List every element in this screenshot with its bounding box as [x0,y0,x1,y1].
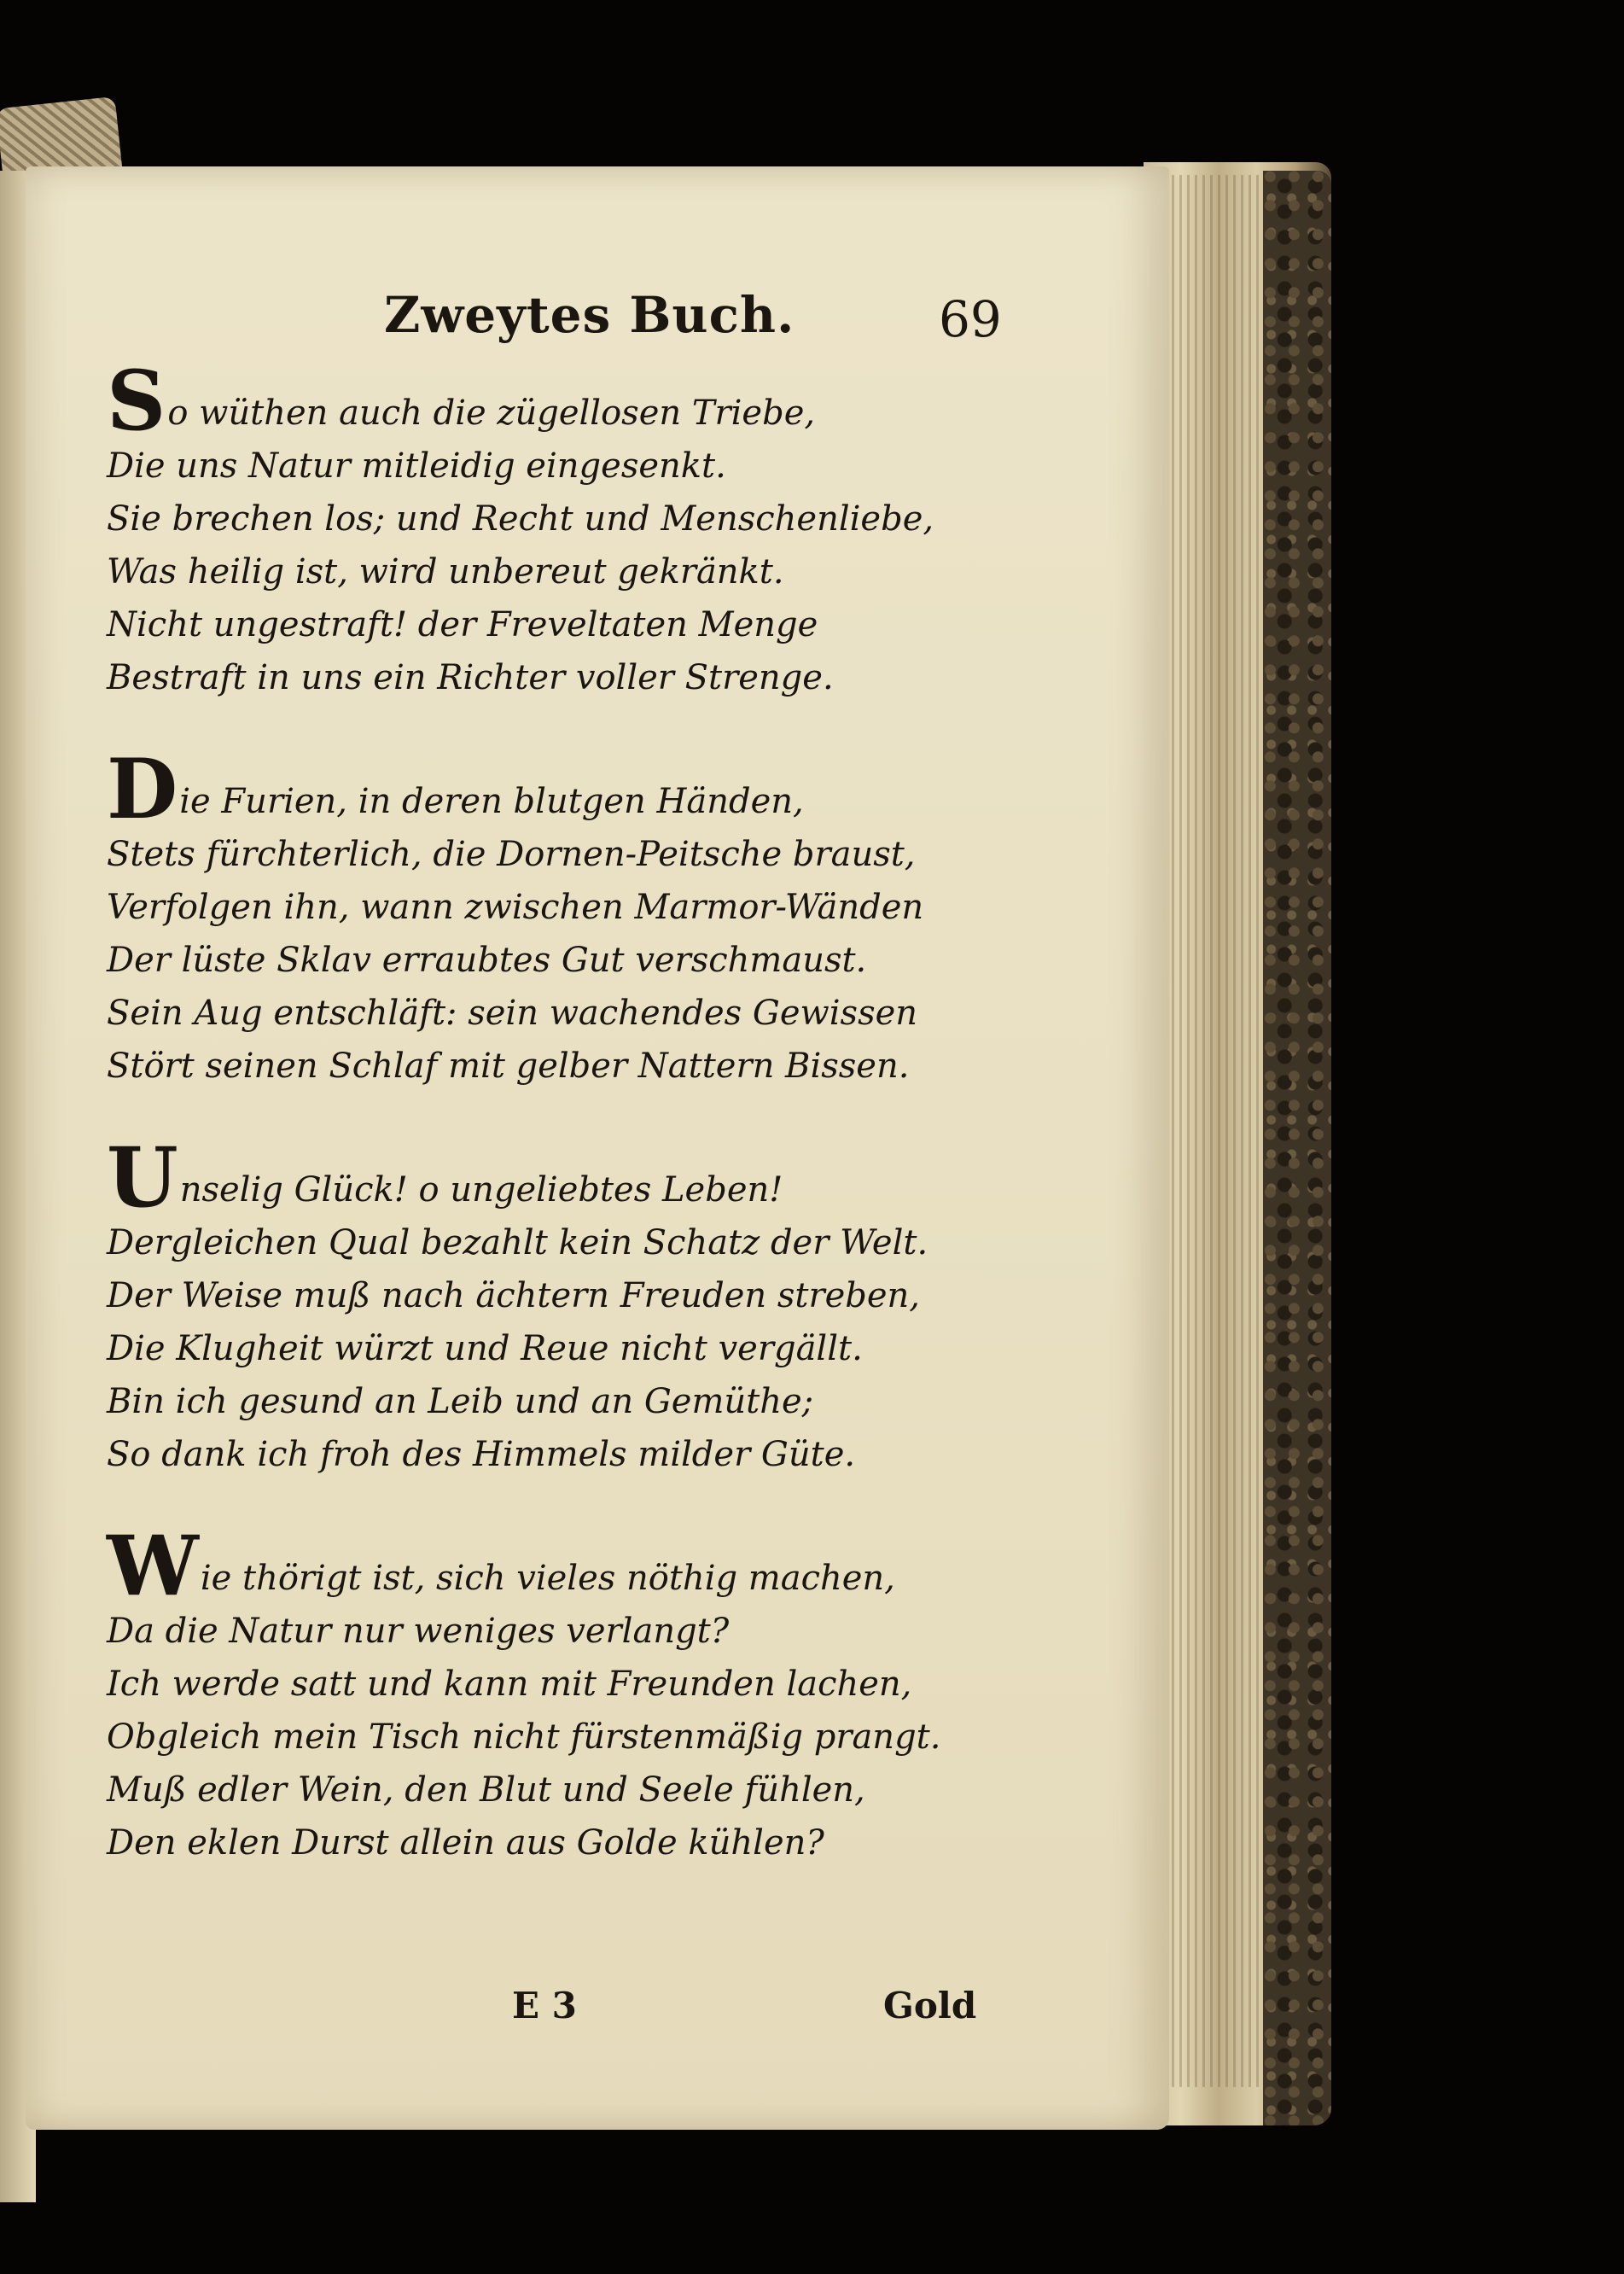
first-line-text: ie Furien, in deren blutgen Händen, [179,782,804,821]
book-page [26,166,1169,2130]
drop-initial: U [107,1129,178,1226]
verse-line: Der Weise muß nach ächtern Freuden streben, [107,1276,920,1315]
stanza-4 [107,1518,941,1869]
marbled-cover [1263,171,1331,2125]
verse-line: So dank ich froh des Himmels milder Güte. [107,1435,856,1474]
first-line-text: nselig Glück! o ungeliebtes Leben! [179,1170,783,1210]
first-line-text: o wüthen auch die zügellosen Triebe, [167,394,816,433]
verse-line: Bin ich gesund an Leib und an Gemüthe; [107,1382,814,1421]
verse-line: Dergleichen Qual bezahlt kein Schatz der Welt. [107,1223,928,1262]
verse-line: Muß edler Wein, den Blut und Seele fühlen, [107,1770,865,1810]
drop-initial: D [107,741,178,837]
catchword: Gold [883,1985,977,2026]
verse-line: Verfolgen ihn, wann zwischen Marmor-Wänden [107,888,924,927]
verse-line: Ich werde satt und kann mit Freunden lachen, [107,1665,912,1704]
verse-line: Nicht ungestraft! der Freveltaten Menge [107,605,818,644]
verse-line: Sein Aug entschläft: sein wachendes Gewissen [107,994,918,1033]
stanza-first-line [107,1518,940,1614]
verse-line: Da die Natur nur weniges verlangt? [107,1612,730,1651]
verse-line: Bestraft in uns ein Richter voller Strenge. [107,658,834,697]
verse-line: Die uns Natur mitleidig eingesenkt. [107,446,726,486]
stanza-2 [107,741,924,1093]
stanza-1 [107,353,934,704]
stanza-first-line [107,353,934,449]
stanza-first-line [107,1129,928,1226]
signature-mark: E 3 [512,1985,577,2026]
verse-line: Die Klugheit würzt und Reue nicht vergällt. [107,1329,863,1368]
verse-line: Der lüste Sklav erraubtes Gut verschmaust. [107,941,867,980]
verse-line: Stört seinen Schlaf mit gelber Nattern Bissen. [107,1047,910,1086]
verse-line: Was heilig ist, wird unbereut gekränkt. [107,552,784,592]
page-edges [1156,175,1267,2087]
drop-initial: S [107,353,166,449]
running-head: Zweytes Buch. [384,286,795,344]
verse-line: Stets fürchterlich, die Dornen-Peitsche braust, [107,835,916,874]
stanza-3 [107,1129,928,1481]
first-line-text: ie thörigt ist, sich vieles nöthig machen, [200,1559,895,1598]
drop-initial: W [107,1518,199,1614]
verse-line: Sie brechen los; und Recht und Menschenliebe, [107,499,934,539]
verse-line: Obgleich mein Tisch nicht fürstenmäßig prangt. [107,1717,941,1757]
verse-line: Den eklen Durst allein aus Golde kühlen? [107,1823,824,1863]
page-number: 69 [939,290,1002,348]
stanza-first-line [107,741,923,837]
